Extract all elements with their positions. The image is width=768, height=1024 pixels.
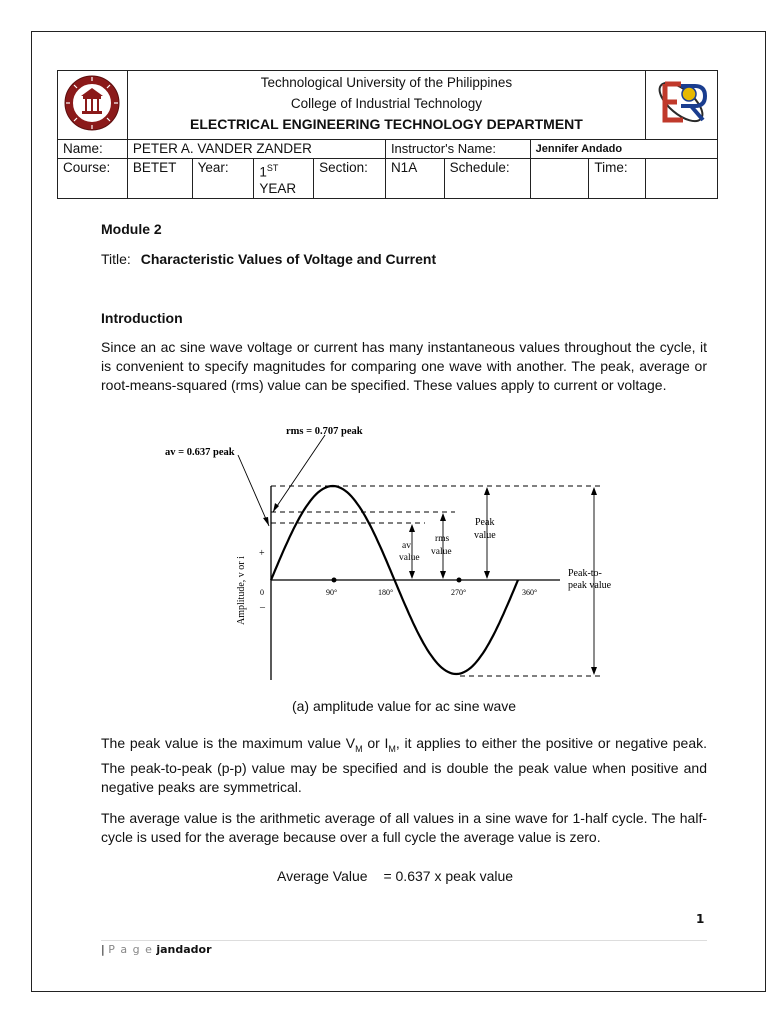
year-word: YEAR	[259, 180, 297, 196]
title-line	[101, 250, 436, 269]
minus-sign: –	[260, 602, 265, 613]
year-label: Year:	[192, 159, 254, 199]
title-value: Characteristic Values of Voltage and Current	[140, 251, 437, 267]
header-table	[57, 70, 718, 199]
section-label: Section:	[314, 159, 386, 199]
instructor-label: Instructor's Name:	[385, 140, 530, 159]
footer-author: jandador	[156, 943, 212, 956]
p2p-arrow-head-down	[591, 667, 597, 675]
av-arrow-head-up	[409, 524, 415, 532]
eet-department-logo	[651, 72, 711, 132]
department-name: ELECTRICAL ENGINEERING TECHNOLOGY DEPARTMENT	[190, 116, 583, 132]
peak-text-2: or I	[362, 735, 389, 751]
peak-paragraph	[101, 734, 707, 797]
footer-page-text: P a g e	[108, 943, 153, 956]
dot-270	[457, 578, 462, 583]
av-arrow-head-down	[409, 571, 415, 579]
rms-callout-line	[273, 435, 325, 512]
page-number: 1	[696, 912, 705, 926]
tick-360: 360°	[522, 588, 538, 597]
year-number: 1	[259, 164, 267, 180]
dept-logo-cell	[646, 71, 718, 140]
time-label: Time:	[589, 159, 646, 199]
plus-sign: +	[259, 548, 265, 559]
instructor-value: Jennifer Andado	[530, 140, 717, 159]
schedule-label: Schedule:	[444, 159, 530, 199]
peak-text-3: , it applies to either the positive or negative peak. The peak-to-peak (p-p) value may be specified and is double the peak value when positive and negative peaks are symmetrical.	[101, 735, 708, 795]
peak-arrow-head-down	[484, 571, 490, 579]
college-name: College of Industrial Technology	[290, 96, 482, 111]
sine-wave-figure	[150, 418, 630, 688]
schedule-value	[530, 159, 589, 199]
peak-arrow-head-up	[484, 487, 490, 495]
tick-180: 180°	[378, 588, 394, 597]
dot-90	[332, 578, 337, 583]
university-name: Technological University of the Philippines	[260, 75, 513, 90]
formula	[277, 867, 513, 886]
course-label: Course:	[58, 159, 128, 199]
year-value	[254, 159, 314, 199]
course-value: BETET	[127, 159, 192, 199]
time-value	[646, 159, 718, 199]
p2p-label-2: peak value	[568, 580, 612, 591]
tick-270: 270°	[451, 588, 467, 597]
peak-sub-1: M	[355, 743, 363, 754]
footer-divider	[101, 940, 707, 941]
av-label: av = 0.637 peak	[165, 447, 235, 458]
origin-label: 0	[260, 588, 264, 597]
name-value: PETER A. VANDER ZANDER	[127, 140, 385, 159]
intro-paragraph: Since an ac sine wave voltage or current has many instantaneous values throughout the cycle, it is convenient to specify magnitudes for comparing one wave with another. The peak, average or root-means-squared (rms) value can be specified. These values apply to current or voltage.	[101, 339, 707, 393]
rms-arrow-head-up	[440, 513, 446, 521]
name-label: Name:	[58, 140, 128, 159]
tup-seal-logo	[63, 72, 121, 134]
peak-value-label-1: Peak	[475, 517, 495, 528]
tick-90: 90°	[326, 588, 338, 597]
rms-arrow-head-down	[440, 571, 446, 579]
av-value-label-1: av	[402, 541, 411, 551]
peak-text-1: The peak value is the maximum value V	[101, 735, 356, 751]
figure-caption: (a) amplitude value for ac sine wave	[291, 698, 517, 714]
av-callout-line	[238, 455, 269, 526]
p2p-arrow-head-up	[591, 487, 597, 495]
av-callout-arrowhead	[263, 517, 269, 526]
year-suffix: ST	[266, 163, 279, 173]
rms-value-label-2: value	[431, 547, 452, 557]
title-label: Title:	[101, 251, 131, 267]
formula-value: = 0.637 x peak value	[383, 868, 514, 884]
tup-logo-cell	[58, 71, 128, 140]
peak-value-label-2: value	[474, 530, 496, 541]
footer	[101, 943, 212, 956]
module-number: Module 2	[101, 221, 162, 237]
intro-heading: Introduction	[101, 310, 183, 326]
y-axis-label: Amplitude, v or i	[236, 556, 247, 625]
p2p-label-1: Peak-to-	[568, 568, 602, 579]
average-paragraph: The average value is the arithmetic average of all values in a sine wave for 1-half cycle. The half-cycle is used for the average because over a full cycle the average value is zero.	[101, 810, 707, 845]
formula-label: Average Value	[277, 868, 368, 884]
header-title-cell	[127, 71, 645, 140]
footer-separator: |	[101, 943, 105, 956]
rms-label: rms = 0.707 peak	[286, 426, 363, 437]
rms-value-label-1: rms	[435, 534, 450, 544]
peak-sub-2: M	[388, 743, 396, 754]
section-value: N1A	[385, 159, 444, 199]
av-value-label-2: value	[399, 553, 420, 563]
